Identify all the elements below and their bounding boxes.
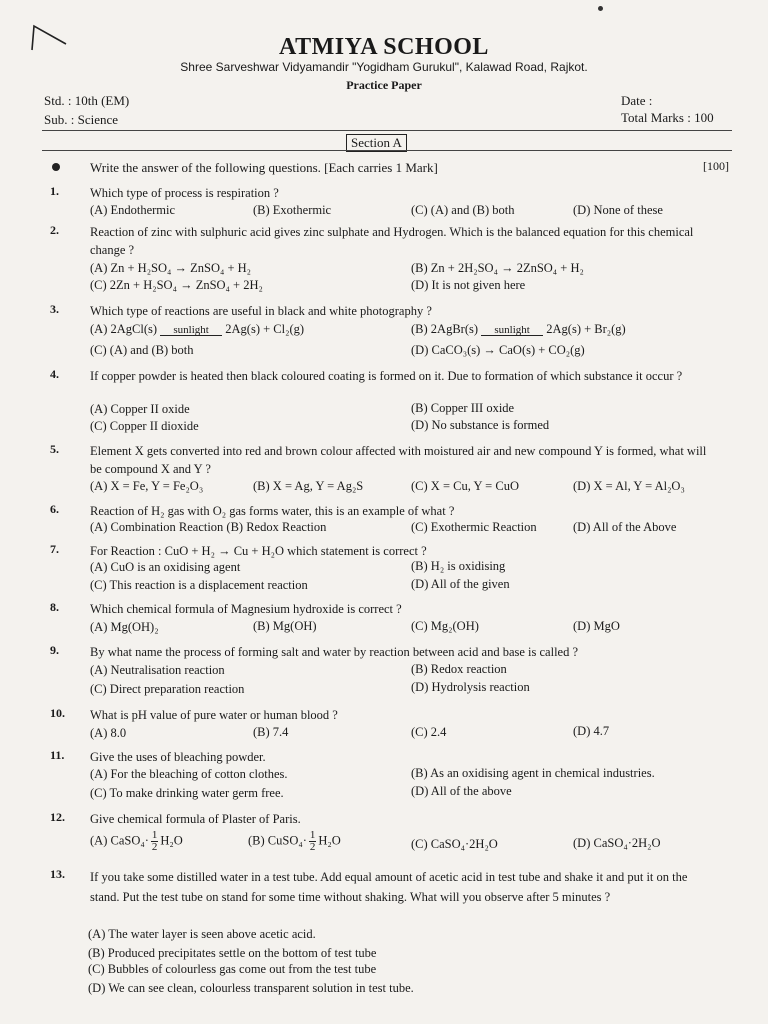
dot-mark	[598, 6, 603, 11]
section-divider	[42, 150, 732, 151]
question-number: 7.	[50, 542, 59, 556]
option-a: (A) For the bleaching of cotton clothes.	[90, 767, 288, 781]
option-c: (C) (A) and (B) both	[411, 203, 515, 217]
denominator: 2	[151, 841, 158, 853]
question-number: 1.	[50, 184, 59, 198]
question-text: Reaction of H₂ gas with O₂ gas forms water, this is an example of what ?	[90, 504, 455, 518]
option-c: (C) CaSO₄·2H₂O	[411, 837, 498, 851]
bullet-icon	[52, 163, 60, 171]
question-number: 4.	[50, 367, 59, 381]
formula-prefix: (A) CaSO₄·	[90, 833, 149, 848]
instruction-text: Write the answer of the following questions. [Each carries 1 Mark]	[90, 160, 438, 175]
total-marks: Total Marks : 100	[621, 110, 714, 125]
question-number: 13.	[50, 867, 65, 881]
option-a: (A) 8.0	[90, 726, 127, 740]
fraction-half	[151, 830, 159, 853]
option-b: (B) H₂ is oxidising	[411, 559, 506, 573]
option-a: (A) The water layer is seen above acetic acid.	[88, 927, 316, 941]
formula-prefix: (B) CuSO₄·	[248, 833, 307, 848]
question-number: 11.	[50, 748, 65, 762]
question-text: Which chemical formula of Magnesium hydroxide is correct ?	[90, 602, 402, 616]
option-c: (C) Mg₂(OH)	[411, 619, 479, 633]
option-b: (B) Copper III oxide	[411, 401, 515, 415]
question-number: 8.	[50, 600, 59, 614]
option-d: (D) We can see clean, colourless transparent solution in test tube.	[88, 981, 414, 995]
date-label: Date :	[621, 93, 653, 108]
option-d: (D) All of the Above	[573, 520, 677, 534]
product: 2Ag(s) + Br₂(g)	[546, 322, 626, 336]
option-b: (B) Mg(OH)	[253, 619, 317, 633]
option-c: (C) X = Cu, Y = CuO	[411, 479, 519, 493]
option-b: (B) Produced precipitates settle on the bottom of test tube	[88, 946, 377, 960]
formula-suffix: H₂O	[318, 833, 341, 848]
reactant: (A) 2AgCl(s)	[90, 322, 158, 336]
option-c: (C) 2Zn + H₂SO₄ → ZnSO₄ + 2H₂	[90, 278, 263, 292]
numerator: 1	[309, 829, 316, 841]
option-d: (D) X = Al, Y = Al₂O₃	[573, 479, 685, 493]
option-d: (D) None of these	[573, 203, 663, 217]
option-a	[90, 830, 183, 853]
section-title: Section A	[346, 134, 407, 152]
option-a: (A) Zn + H₂SO₄ → ZnSO₄ + H₂	[90, 261, 252, 275]
std-label: Std. : 10th (EM)	[44, 93, 130, 108]
option-c: (C) This reaction is a displacement reaction	[90, 578, 308, 592]
question-text: By what name the process of forming salt and water by reaction between acid and base is called ?	[90, 645, 579, 659]
fraction-half	[309, 830, 317, 853]
option-c: (C) Copper II dioxide	[90, 419, 199, 433]
option-c: (C) (A) and (B) both	[90, 343, 194, 357]
option-a: (A) Endothermic	[90, 203, 176, 217]
option-c: (C) Bubbles of colourless gas come out from the test tube	[88, 962, 377, 976]
question-text: What is pH value of pure water or human blood ?	[90, 708, 338, 722]
option-b: (B) Redox reaction	[411, 662, 507, 676]
option-d: (D) All of the above	[411, 784, 512, 798]
numerator: 1	[151, 829, 158, 841]
question-number: 2.	[50, 223, 59, 237]
option-a: (A) Mg(OH)₂	[90, 620, 159, 634]
arrow-label: sunlight	[160, 325, 222, 336]
option-d: (D) 4.7	[573, 724, 610, 738]
option-b: (B) As an oxidising agent in chemical industries.	[411, 766, 655, 780]
school-name: ATMIYA SCHOOL	[279, 34, 489, 60]
option-c: (C) Exothermic Reaction	[411, 520, 537, 534]
option-a: (A) X = Fe, Y = Fe₂O₃	[90, 479, 204, 493]
school-address: Shree Sarveshwar Vidyamandir "Yogidham Gurukul", Kalawad Road, Rajkot.	[180, 60, 588, 74]
question-text: Element X gets converted into red and brown colour affected with moistured air and new compound Y is formed, what will be compound X and Y ?	[90, 444, 707, 476]
formula-suffix: H₂O	[160, 833, 183, 848]
option-d: (D) No substance is formed	[411, 418, 550, 432]
option-d: (D) All of the given	[411, 577, 510, 591]
question-text: If you take some distilled water in a test tube. Add equal amount of acetic acid in test tube and shake it and put it on the stand. Put the test tube on stand for some time without shaking. What will you observe after 5 minutes ?	[90, 870, 688, 904]
option-d: (D) MgO	[573, 619, 620, 633]
option-d: (D) It is not given here	[411, 278, 526, 292]
question-number: 6.	[50, 502, 59, 516]
option-b	[411, 322, 626, 340]
question-text: Which type of reactions are useful in black and white photography ?	[90, 304, 432, 318]
product: 2Ag(s) + Cl₂(g)	[225, 322, 305, 336]
reaction-arrow	[160, 325, 222, 340]
arrow-label: sunlight	[481, 325, 543, 336]
option-a	[90, 322, 304, 340]
option-b	[248, 830, 341, 853]
question-number: 3.	[50, 302, 59, 316]
header-divider	[42, 130, 732, 131]
reaction-arrow	[481, 325, 543, 340]
option-d: (D) Hydrolysis reaction	[411, 680, 530, 694]
question-number: 5.	[50, 442, 59, 456]
reactant: (B) 2AgBr(s)	[411, 322, 479, 336]
question-text: Give chemical formula of Plaster of Paris.	[90, 812, 301, 826]
subject-label: Sub. : Science	[44, 112, 119, 127]
option-b: (B) Zn + 2H₂SO₄ → 2ZnSO₄ + H₂	[411, 261, 584, 275]
paper-type: Practice Paper	[346, 78, 422, 92]
option-a: (A) Copper II oxide	[90, 402, 190, 416]
denominator: 2	[309, 841, 316, 853]
question-text: Reaction of zinc with sulphuric acid gives zinc sulphate and Hydrogen. Which is the balanced equation for this chemical change ?	[90, 225, 694, 257]
question-text: Give the uses of bleaching powder.	[90, 750, 266, 764]
option-d: (D) CaSO₄·2H₂O	[573, 836, 661, 850]
option-a: (A) Neutralisation reaction	[90, 663, 225, 677]
question-number: 10.	[50, 706, 65, 720]
question-text: Which type of process is respiration ?	[90, 186, 279, 200]
question-text: For Reaction : CuO + H₂ → Cu + H₂O which statement is correct ?	[90, 544, 427, 558]
option-b: (B) Exothermic	[253, 203, 332, 217]
instruction-marks: [100]	[703, 159, 729, 173]
option-c: (C) 2.4	[411, 725, 447, 739]
option-b: (B) 7.4	[253, 725, 289, 739]
question-number: 12.	[50, 810, 65, 824]
option-d: (D) CaCO₃(s) → CaO(s) + CO₂(g)	[411, 343, 585, 357]
option-c: (C) To make drinking water germ free.	[90, 786, 284, 800]
option-a: (A) CuO is an oxidising agent	[90, 560, 241, 574]
question-number: 9.	[50, 643, 59, 657]
option-a: (A) Combination Reaction (B) Redox Reaction	[90, 520, 327, 534]
question-text: If copper powder is heated then black coloured coating is formed on it. Due to formation of which substance it occur ?	[90, 369, 683, 383]
option-c: (C) Direct preparation reaction	[90, 682, 245, 696]
option-b: (B) X = Ag, Y = Ag₂S	[253, 479, 364, 493]
